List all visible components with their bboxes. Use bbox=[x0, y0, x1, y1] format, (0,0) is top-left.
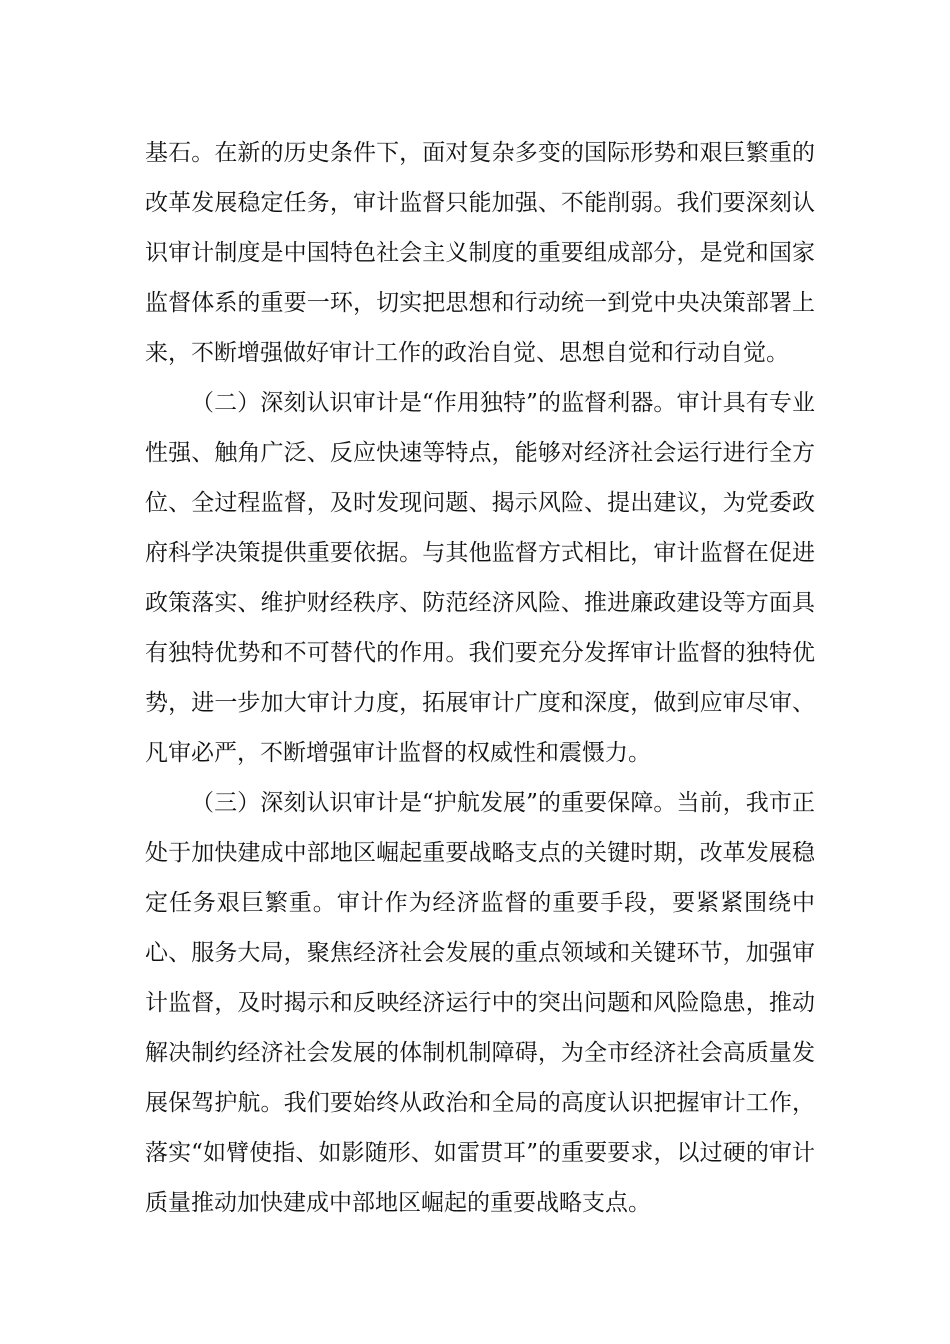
paragraph-section-three: （三）深刻认识审计是“护航发展”的重要保障。当前，我市正处于加快建成中部地区崛起重要战略支点的关键时期，改革发展稳定任务艰巨繁重。审计作为经济监督的重要手段，要紧紧围绕中心、服务大局，聚焦经济社会发展的重点领域和关键环节，加强审计监督，及时揭示和反映经济运行中的突出问题和风险隐患，推动解决制约经济社会发展的体制机制障碍，为全市经济社会高质量发展保驾护航。我们要始终从政治和全局的高度认识把握审计工作，落实“如臂使指、如影随形、如雷贯耳”的重要要求，以过硬的审计质量推动加快建成中部地区崛起的重要战略支点。 bbox=[145, 790, 815, 1216]
document-body bbox=[145, 128, 815, 1228]
paragraph-continuation: 基石。在新的历史条件下，面对复杂多变的国际形势和艰巨繁重的改革发展稳定任务，审计监督只能加强、不能削弱。我们要深刻认识审计制度是中国特色社会主义制度的重要组成部分，是党和国家监督体系的重要一环，切实把思想和行动统一到党中央决策部署上来，不断增强做好审计工作的政治自觉、思想自觉和行动自觉。 bbox=[145, 140, 815, 366]
paragraph-section-two: （二）深刻认识审计是“作用独特”的监督利器。审计具有专业性强、触角广泛、反应快速等特点，能够对经济社会运行进行全方位、全过程监督，及时发现问题、揭示风险、提出建议，为党委政府科学决策提供重要依据。与其他监督方式相比，审计监督在促进政策落实、维护财经秩序、防范经济风险、推进廉政建设等方面具有独特优势和不可替代的作用。我们要充分发挥审计监督的独特优势，进一步加大审计力度，拓展审计广度和深度，做到应审尽审、凡审必严，不断增强审计监督的权威性和震慑力。 bbox=[145, 390, 815, 766]
